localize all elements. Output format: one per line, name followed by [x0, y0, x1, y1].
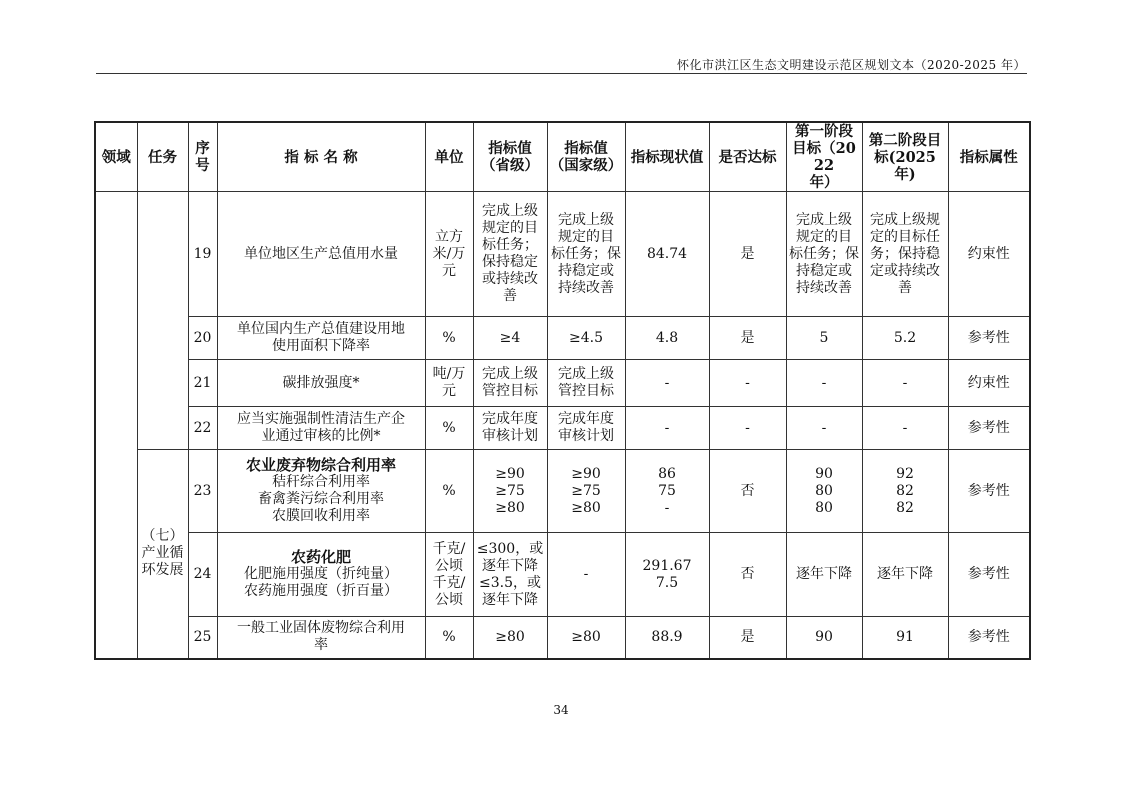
provincial-value: 完成上级 管控目标 — [473, 360, 547, 407]
current-value: 291.67 7.5 — [625, 533, 709, 617]
met-status: 是 — [709, 192, 786, 317]
row-number: 20 — [188, 317, 217, 360]
row-number: 24 — [188, 533, 217, 617]
indicator-group-title: 农业废弃物综合利用率 — [245, 456, 396, 474]
met-status: 是 — [709, 317, 786, 360]
met-status: 否 — [709, 533, 786, 617]
target-2025: 91 — [862, 617, 948, 659]
header-current-value: 指标现状值 — [625, 122, 709, 192]
provincial-value: 完成年度 审核计划 — [473, 407, 547, 450]
provincial-value: ≥4 — [473, 317, 547, 360]
unit-cell: 立方 米/万 元 — [425, 192, 473, 317]
row-number: 22 — [188, 407, 217, 450]
indicator-name: 碳排放强度* — [217, 360, 425, 407]
header-seq: 序 号 — [188, 122, 217, 192]
row-number: 21 — [188, 360, 217, 407]
indicator-name: 单位地区生产总值用水量 — [217, 192, 425, 317]
national-value: 完成上级 管控目标 — [547, 360, 625, 407]
page-header-title: 怀化市洪江区生态文明建设示范区规划文本（2020-2025 年） — [677, 58, 1026, 72]
table-row — [95, 317, 1030, 360]
met-status: - — [709, 407, 786, 450]
current-value: 86 75 - — [625, 450, 709, 533]
target-2025: - — [862, 360, 948, 407]
header-attribute: 指标属性 — [948, 122, 1030, 192]
header-unit: 单位 — [425, 122, 473, 192]
table-row — [95, 533, 1030, 617]
national-value: - — [547, 533, 625, 617]
indicator-name: 单位国内生产总值建设用地 使用面积下降率 — [217, 317, 425, 360]
current-value: 4.8 — [625, 317, 709, 360]
indicator-name: 化肥施用强度（折纯量） 农药施用强度（折百量） — [244, 566, 398, 599]
met-status: 否 — [709, 450, 786, 533]
national-value: 完成年度 审核计划 — [547, 407, 625, 450]
national-value: ≥90 ≥75 ≥80 — [547, 450, 625, 533]
target-2022: 90 — [786, 617, 862, 659]
indicator-name-cell — [217, 533, 425, 617]
indicator-name-cell — [217, 450, 425, 533]
met-status: - — [709, 360, 786, 407]
unit-cell: % — [425, 317, 473, 360]
target-2025: 完成上级规 定的目标任 务；保持稳 定或持续改 善 — [862, 192, 948, 317]
indicator-group-title: 农药化肥 — [290, 548, 351, 566]
row-number: 19 — [188, 192, 217, 317]
national-value: 完成上级 规定的目 标任务；保 持稳定或 持续改善 — [547, 192, 625, 317]
attribute-cell: 参考性 — [948, 617, 1030, 659]
attribute-cell: 约束性 — [948, 360, 1030, 407]
unit-cell: % — [425, 407, 473, 450]
provincial-value: ≥90 ≥75 ≥80 — [473, 450, 547, 533]
unit-cell: % — [425, 450, 473, 533]
target-2025: 5.2 — [862, 317, 948, 360]
unit-cell: 吨/万 元 — [425, 360, 473, 407]
task-group-cell: （七） 产业循 环发展 — [137, 450, 188, 659]
table-row — [95, 192, 1030, 317]
current-value: - — [625, 407, 709, 450]
unit-cell: 千克/ 公顷 千克/ 公顷 — [425, 533, 473, 617]
header-provincial-value: 指标值 （省级） — [473, 122, 547, 192]
header-met: 是否达标 — [709, 122, 786, 192]
header-divider — [96, 73, 1027, 74]
indicator-table — [94, 121, 1031, 660]
current-value: - — [625, 360, 709, 407]
target-2022: - — [786, 407, 862, 450]
row-number: 25 — [188, 617, 217, 659]
attribute-cell: 参考性 — [948, 317, 1030, 360]
national-value: ≥4.5 — [547, 317, 625, 360]
table-row — [95, 407, 1030, 450]
target-2025: 逐年下降 — [862, 533, 948, 617]
table-row — [95, 617, 1030, 659]
indicator-name: 一般工业固体废物综合利用 率 — [217, 617, 425, 659]
header-target-2025: 第二阶段目 标(2025 年) — [862, 122, 948, 192]
national-value: ≥80 — [547, 617, 625, 659]
page-number: 34 — [553, 703, 569, 717]
unit-cell: % — [425, 617, 473, 659]
table-row — [95, 360, 1030, 407]
header-task: 任务 — [137, 122, 188, 192]
row-number: 23 — [188, 450, 217, 533]
table-row — [95, 450, 1030, 533]
task-cell-prev — [137, 192, 188, 450]
attribute-cell: 参考性 — [948, 407, 1030, 450]
provincial-value: ≤300，或 逐年下降 ≤3.5，或 逐年下降 — [473, 533, 547, 617]
target-2022: 逐年下降 — [786, 533, 862, 617]
current-value: 88.9 — [625, 617, 709, 659]
target-2022: - — [786, 360, 862, 407]
met-status: 是 — [709, 617, 786, 659]
header-domain: 领域 — [95, 122, 137, 192]
target-2022: 完成上级 规定的目 标任务；保 持稳定或 持续改善 — [786, 192, 862, 317]
attribute-cell: 参考性 — [948, 533, 1030, 617]
indicator-name: 应当实施强制性清洁生产企 业通过审核的比例* — [217, 407, 425, 450]
target-2025: - — [862, 407, 948, 450]
attribute-cell: 约束性 — [948, 192, 1030, 317]
provincial-value: ≥80 — [473, 617, 547, 659]
domain-cell — [95, 192, 137, 659]
current-value: 84.74 — [625, 192, 709, 317]
header-target-2022: 第一阶段 目标（2022 年） — [786, 122, 862, 192]
header-indicator-name: 指 标 名 称 — [217, 122, 425, 192]
table-header-row — [95, 122, 1030, 192]
attribute-cell: 参考性 — [948, 450, 1030, 533]
target-2022: 5 — [786, 317, 862, 360]
target-2022: 90 80 80 — [786, 450, 862, 533]
indicator-name: 秸秆综合利用率 畜禽粪污综合利用率 农膜回收利用率 — [258, 474, 384, 524]
header-national-value: 指标值 （国家级） — [547, 122, 625, 192]
provincial-value: 完成上级 规定的目 标任务； 保持稳定 或持续改 善 — [473, 192, 547, 317]
target-2025: 92 82 82 — [862, 450, 948, 533]
